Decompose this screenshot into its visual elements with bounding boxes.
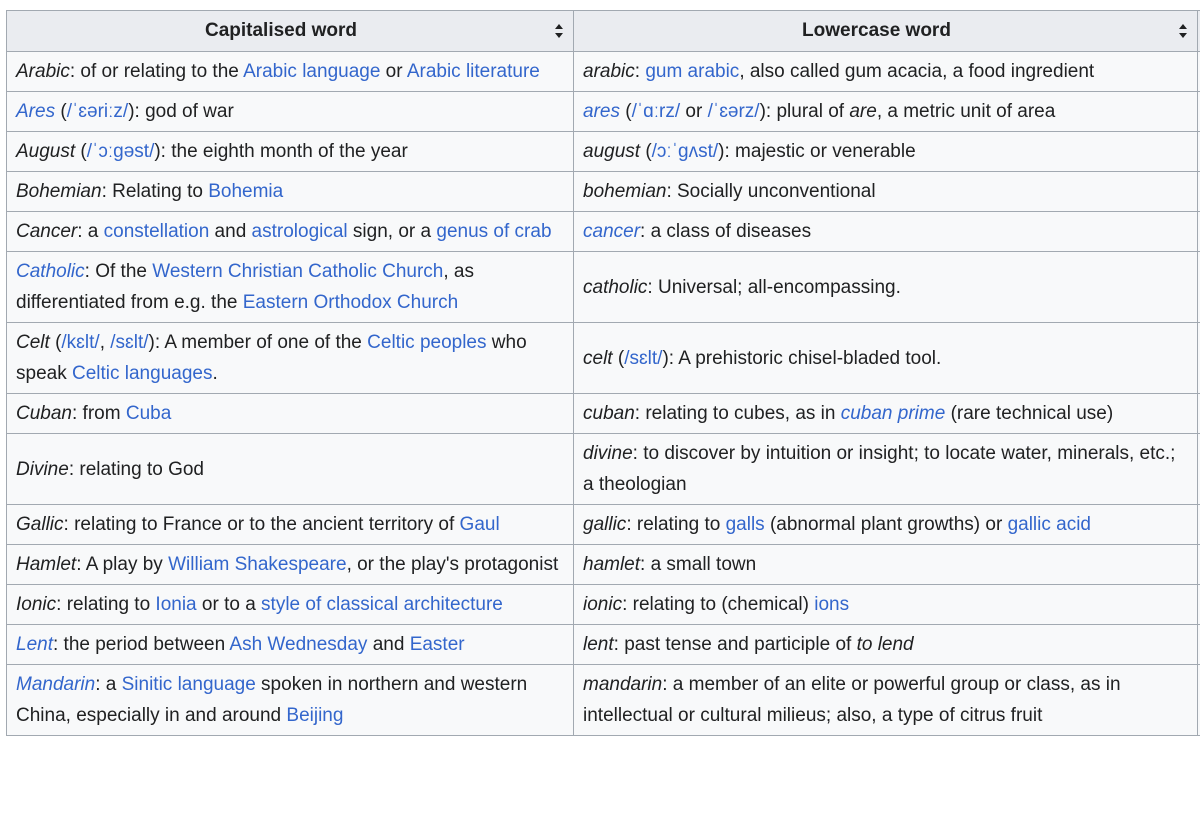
wiki-link[interactable]: Sinitic language — [121, 674, 256, 695]
definition-text: : past tense and participle of — [613, 634, 857, 655]
cell-lowercase — [574, 625, 1198, 665]
cell-lowercase — [574, 92, 1198, 132]
term-text: august — [583, 141, 641, 162]
table-row — [7, 172, 1200, 212]
definition-text: ): the eighth month of the year — [154, 141, 408, 162]
cell-capitalised — [7, 434, 574, 505]
wiki-link[interactable]: cuban prime — [840, 403, 946, 424]
cell-capitalised — [7, 252, 574, 323]
wiki-link[interactable]: gallic acid — [1007, 514, 1091, 535]
wiki-link[interactable]: Celtic languages — [71, 363, 213, 384]
definition-text: , or the play's protagonist — [346, 554, 559, 575]
sort-icon[interactable] — [1179, 24, 1188, 38]
definition-text: ( — [55, 101, 67, 122]
definition-text: : a class of diseases — [640, 221, 812, 242]
cell-capitalised — [7, 665, 574, 736]
wiki-link[interactable]: /ˈɛərz/ — [707, 101, 760, 122]
wiki-link[interactable]: Celtic peoples — [367, 332, 487, 353]
wiki-link[interactable]: Easter — [409, 634, 465, 655]
cell-lowercase — [574, 394, 1198, 434]
table-row — [7, 92, 1200, 132]
term-text: August — [16, 141, 76, 162]
definition-text: : Relating to — [101, 181, 209, 202]
definition-text: : the period between — [52, 634, 230, 655]
column-header-label: Lowercase word — [802, 20, 951, 41]
term-text: Gallic — [16, 514, 64, 535]
sort-icon[interactable] — [555, 24, 564, 38]
wiki-link[interactable]: Mandarin — [16, 674, 96, 695]
definition-text: : Universal; all-encompassing. — [647, 276, 901, 298]
definition-text: spoken in northern and western China, especially in and around — [16, 674, 528, 726]
definition-text: : a — [77, 221, 104, 242]
term-text: bohemian — [583, 181, 667, 202]
definition-text: : — [634, 61, 646, 82]
cell-capitalised — [7, 625, 574, 665]
definition-text: (rare technical use) — [945, 403, 1114, 424]
definition-text: : relating to — [56, 594, 156, 615]
wiki-link[interactable]: ares — [583, 101, 620, 122]
cell-lowercase — [574, 52, 1198, 92]
term-text: Cancer — [16, 221, 78, 242]
wiki-link[interactable]: /ˈɔːɡəst/ — [86, 141, 155, 162]
wiki-link[interactable]: cancer — [583, 221, 641, 242]
definition-text: , a metric unit of area — [876, 101, 1056, 122]
cell-lowercase — [574, 212, 1198, 252]
wiki-link[interactable]: Bohemia — [208, 181, 284, 202]
cell-capitalised — [7, 585, 574, 625]
definition-text: : a — [95, 674, 122, 695]
table-row — [7, 394, 1200, 434]
cell-capitalised — [7, 394, 574, 434]
definition-text: or — [680, 101, 708, 122]
definition-text: : Socially unconventional — [666, 181, 876, 202]
definition-text: : relating to (chemical) — [622, 594, 815, 615]
definition-text: ): plural of — [759, 101, 850, 122]
definition-text: ( — [619, 101, 632, 122]
cell-lowercase — [574, 252, 1198, 323]
cell-capitalised — [7, 172, 574, 212]
definition-text: who speak — [16, 332, 527, 384]
wiki-link[interactable]: Cuba — [125, 403, 172, 424]
definition-text: : relating to God — [68, 458, 205, 480]
definition-text: , as differentiated from e.g. the — [16, 261, 474, 313]
wiki-link[interactable]: Ionia — [155, 594, 197, 615]
word-comparison-table — [6, 10, 1200, 736]
term-text: ionic — [583, 594, 623, 615]
wiki-link[interactable]: Lent — [16, 634, 53, 655]
term-text: gallic — [583, 514, 627, 535]
definition-text: : a member of an elite or powerful group or class, as in intellectual or cultural milieus; also, a type of citrus fruit — [583, 674, 1121, 726]
definition-text: , — [99, 332, 111, 353]
column-header-label: Capitalised word — [204, 20, 358, 41]
table-row — [7, 434, 1200, 505]
definition-text: : a small town — [640, 554, 757, 575]
definition-text: ( — [612, 347, 625, 369]
term-text: divine — [583, 443, 633, 464]
wiki-link[interactable]: ions — [814, 594, 850, 615]
table-row — [7, 132, 1200, 172]
cell-capitalised — [7, 212, 574, 252]
wiki-link[interactable]: astrological — [251, 221, 348, 242]
wiki-link[interactable]: /ˈɑːrz/ — [631, 101, 681, 122]
wiki-link[interactable]: Ares — [16, 101, 56, 122]
cell-capitalised — [7, 92, 574, 132]
column-header-lowercase[interactable] — [574, 11, 1198, 52]
cell-lowercase — [574, 545, 1198, 585]
cell-lowercase — [574, 665, 1198, 736]
wiki-link[interactable]: /sɛlt/ — [110, 332, 149, 353]
definition-text: or — [380, 61, 407, 82]
definition-text: : of or relating to the — [69, 61, 244, 82]
definition-text: ): god of war — [128, 101, 234, 122]
definition-text: and — [367, 634, 410, 655]
definition-text: : A play by — [76, 554, 169, 575]
term-text: to lend — [856, 634, 914, 655]
term-text: Celt — [16, 332, 50, 353]
wiki-link[interactable]: Catholic — [16, 261, 85, 282]
wiki-link[interactable]: /ɔːˈɡʌst/ — [651, 141, 719, 162]
table-row — [7, 212, 1200, 252]
cell-lowercase — [574, 132, 1198, 172]
definition-text: : relating to France or to the ancient territory of — [63, 514, 460, 535]
cell-lowercase — [574, 323, 1198, 394]
wiki-link[interactable]: constellation — [103, 221, 210, 242]
term-text: celt — [583, 347, 613, 369]
wiki-link[interactable]: Beijing — [286, 705, 344, 726]
term-text: Bohemian — [16, 181, 102, 202]
wiki-link[interactable]: /kɛlt/ — [61, 332, 100, 353]
wiki-link[interactable]: /ˈɛəriːz/ — [66, 101, 129, 122]
definition-text: sign, or a — [347, 221, 437, 242]
term-text: mandarin — [583, 674, 663, 695]
definition-text: and — [209, 221, 252, 242]
wiki-link[interactable]: style of classical architecture — [261, 594, 503, 615]
cell-capitalised — [7, 545, 574, 585]
definition-text: ): majestic or venerable — [718, 141, 916, 162]
term-text: lent — [583, 634, 614, 655]
term-text: Hamlet — [16, 554, 77, 575]
definition-text: ( — [640, 141, 652, 162]
wiki-link[interactable]: William Shakespeare — [168, 554, 347, 575]
definition-text: : relating to — [626, 514, 726, 535]
definition-text: ): A prehistoric chisel-bladed tool. — [662, 347, 942, 369]
definition-text: ): A member of one of the — [148, 332, 368, 353]
term-text: cuban — [583, 403, 635, 424]
cell-capitalised — [7, 52, 574, 92]
definition-text: : relating to cubes, as in — [634, 403, 841, 424]
definition-text: : to discover by intuition or insight; to locate water, minerals, etc.; a theologian — [583, 443, 1176, 495]
table-row — [7, 52, 1200, 92]
cell-lowercase — [574, 505, 1198, 545]
definition-text: : Of the — [84, 261, 153, 282]
term-text: Cuban — [16, 403, 72, 424]
wiki-link[interactable]: gum arabic — [645, 61, 740, 82]
cell-lowercase — [574, 172, 1198, 212]
table-row — [7, 665, 1200, 736]
wiki-link[interactable]: Arabic language — [243, 61, 381, 82]
term-text: are — [849, 101, 877, 122]
table-row — [7, 323, 1200, 394]
term-text: catholic — [583, 276, 648, 298]
cell-capitalised — [7, 505, 574, 545]
cell-lowercase — [574, 585, 1198, 625]
wiki-link[interactable]: genus of crab — [436, 221, 552, 242]
term-text: Ionic — [16, 594, 57, 615]
term-text: Divine — [16, 458, 69, 480]
wiki-link[interactable]: Arabic literature — [406, 61, 540, 82]
table-row — [7, 585, 1200, 625]
table-row — [7, 252, 1200, 323]
table-row — [7, 545, 1200, 585]
column-header-capitalised[interactable] — [7, 11, 574, 52]
definition-text: : from — [72, 403, 126, 424]
wiki-link[interactable]: Western Christian Catholic Church — [152, 261, 444, 282]
definition-text: (abnormal plant growths) or — [764, 514, 1008, 535]
wiki-link[interactable]: Gaul — [459, 514, 500, 535]
definition-text: ( — [49, 332, 62, 353]
cell-capitalised — [7, 323, 574, 394]
wiki-link[interactable]: /sɛlt/ — [624, 347, 663, 369]
cell-capitalised — [7, 132, 574, 172]
wiki-link[interactable]: Eastern Orthodox Church — [242, 292, 459, 313]
definition-text: or to a — [196, 594, 262, 615]
table-row — [7, 625, 1200, 665]
definition-text: , also called gum acacia, a food ingredient — [739, 61, 1095, 82]
table-row — [7, 505, 1200, 545]
definition-text: ( — [75, 141, 87, 162]
term-text: hamlet — [583, 554, 641, 575]
table-header-row — [7, 11, 1200, 52]
definition-text: . — [212, 363, 218, 384]
wiki-link[interactable]: galls — [725, 514, 765, 535]
wiki-link[interactable]: Ash Wednesday — [229, 634, 368, 655]
table-body — [7, 52, 1200, 736]
term-text: Arabic — [16, 61, 70, 82]
cell-lowercase — [574, 434, 1198, 505]
term-text: arabic — [583, 61, 635, 82]
